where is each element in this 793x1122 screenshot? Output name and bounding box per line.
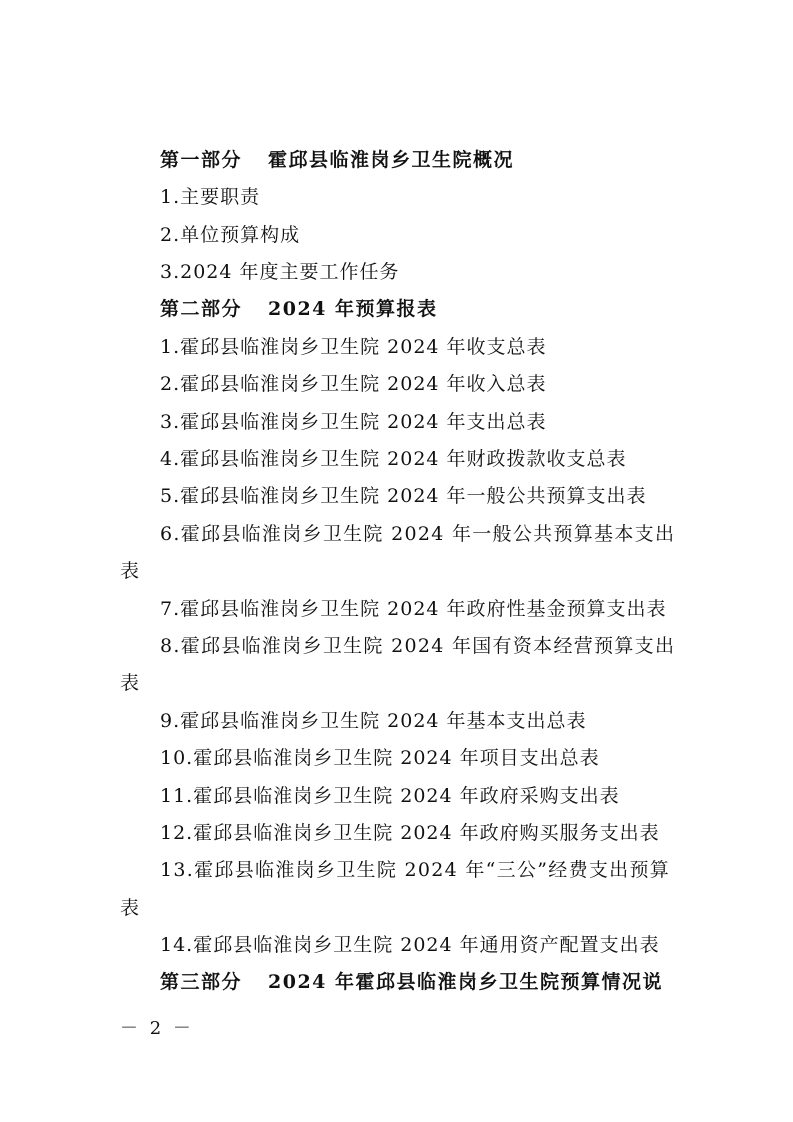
part2-item: 1.霍邱县临淮岗乡卫生院 2024 年收支总表 <box>160 336 547 358</box>
part1-title: 霍邱县临淮岗乡卫生院概况 <box>268 149 515 171</box>
part3-label: 第三部分 <box>160 971 243 993</box>
part2-item: 6.霍邱县临淮岗乡卫生院 2024 年一般公共预算基本支出 <box>160 523 676 545</box>
part2-item: 9.霍邱县临淮岗乡卫生院 2024 年基本支出总表 <box>160 710 587 732</box>
part2-item: 13.霍邱县临淮岗乡卫生院 2024 年“三公”经费支出预算 <box>160 859 671 881</box>
part2-item: 2.霍邱县临淮岗乡卫生院 2024 年收入总表 <box>160 373 547 395</box>
part2-item-continuation: 表 <box>120 560 141 582</box>
part2-heading <box>160 297 438 321</box>
part1-item: 2.单位预算构成 <box>160 224 301 246</box>
part2-item: 11.霍邱县临淮岗乡卫生院 2024 年政府采购支出表 <box>160 785 620 807</box>
part2-item-continuation: 表 <box>120 672 141 694</box>
part3-title: 2024 年霍邱县临淮岗乡卫生院预算情况说 <box>268 971 664 993</box>
part2-item: 12.霍邱县临淮岗乡卫生院 2024 年政府购买服务支出表 <box>160 822 660 844</box>
part2-label: 第二部分 <box>160 298 243 320</box>
part2-item: 14.霍邱县临淮岗乡卫生院 2024 年通用资产配置支出表 <box>160 934 660 956</box>
part1-item: 1.主要职责 <box>160 186 261 208</box>
page-number: － 2 － <box>120 1018 194 1039</box>
part2-title: 2024 年预算报表 <box>268 298 438 320</box>
part2-item: 7.霍邱县临淮岗乡卫生院 2024 年政府性基金预算支出表 <box>160 598 667 620</box>
part2-item: 10.霍邱县临淮岗乡卫生院 2024 年项目支出总表 <box>160 747 600 769</box>
part2-item: 3.霍邱县临淮岗乡卫生院 2024 年支出总表 <box>160 411 547 433</box>
part1-item: 3.2024 年度主要工作任务 <box>160 261 400 283</box>
part2-item-continuation: 表 <box>120 897 141 919</box>
part2-item: 8.霍邱县临淮岗乡卫生院 2024 年国有资本经营预算支出 <box>160 635 676 657</box>
part2-item: 5.霍邱县临淮岗乡卫生院 2024 年一般公共预算支出表 <box>160 485 647 507</box>
part2-item: 4.霍邱县临淮岗乡卫生院 2024 年财政拨款收支总表 <box>160 448 627 470</box>
part1-label: 第一部分 <box>160 149 243 171</box>
part3-heading <box>160 970 663 994</box>
part1-heading <box>160 148 514 172</box>
